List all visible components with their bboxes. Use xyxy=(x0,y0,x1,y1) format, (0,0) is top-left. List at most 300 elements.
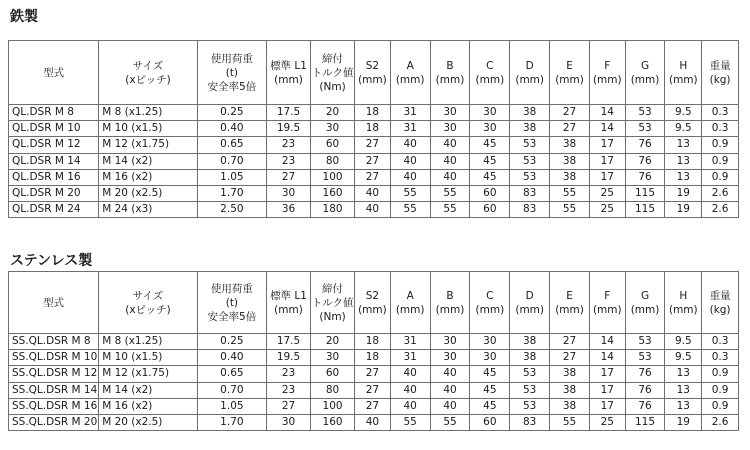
table-cell: 2.6 xyxy=(702,202,739,218)
table-cell: 60 xyxy=(311,137,355,153)
column-header-line: C xyxy=(486,289,494,302)
column-header-line: S2 xyxy=(365,289,380,302)
table-row xyxy=(9,414,739,430)
table-cell: M 20 (x2.5) xyxy=(99,185,198,201)
table-row xyxy=(9,105,739,121)
column-header-line: G xyxy=(640,59,650,72)
table-cell: 1.70 xyxy=(197,185,266,201)
table-cell: 60 xyxy=(470,414,510,430)
column-header-line: (Nm) xyxy=(319,310,346,323)
table-cell: 13 xyxy=(665,366,702,382)
table-cell: 30 xyxy=(470,121,510,137)
column-header-line: S2 xyxy=(365,59,380,72)
table-cell: M 16 (x2) xyxy=(99,398,198,414)
table-cell: 18 xyxy=(355,105,391,121)
table-cell: 23 xyxy=(266,382,310,398)
column-header-line: 安全率5倍 xyxy=(207,80,257,93)
table-cell: 40 xyxy=(390,382,430,398)
table-cell: 18 xyxy=(355,350,391,366)
table-cell: 0.25 xyxy=(197,105,266,121)
column-header xyxy=(589,272,625,334)
table-row xyxy=(9,398,739,414)
table-cell: 27 xyxy=(550,105,590,121)
column-header xyxy=(390,41,430,105)
table-cell: 2.6 xyxy=(702,414,739,430)
table-cell: 53 xyxy=(510,137,550,153)
column-header xyxy=(470,41,510,105)
table-cell: 13 xyxy=(665,382,702,398)
column-header-line: B xyxy=(446,289,454,302)
table-cell: 55 xyxy=(550,202,590,218)
column-header xyxy=(9,41,99,105)
column-header-line: 重量 xyxy=(709,289,731,302)
table-cell: M 10 (x1.5) xyxy=(99,350,198,366)
column-header-line: (mm) xyxy=(395,303,425,316)
table-cell: 23 xyxy=(266,366,310,382)
table-cell: 45 xyxy=(470,153,510,169)
table-cell: 38 xyxy=(550,169,590,185)
column-header-line: 使用荷重 xyxy=(210,282,253,295)
column-header-line: 安全率5倍 xyxy=(207,310,257,323)
table-cell: 17 xyxy=(589,137,625,153)
column-header-line: (mm) xyxy=(274,73,303,86)
column-header-line: (kg) xyxy=(709,73,731,86)
table-cell: 53 xyxy=(625,350,665,366)
table-cell: 27 xyxy=(550,334,590,350)
table-cell: 38 xyxy=(550,398,590,414)
table-cell: 27 xyxy=(355,398,391,414)
table-cell: 27 xyxy=(355,153,391,169)
table-cell: 27 xyxy=(266,169,310,185)
column-header-line: (mm) xyxy=(555,73,584,86)
column-header xyxy=(702,41,739,105)
table-cell: 30 xyxy=(266,185,310,201)
table-cell: 55 xyxy=(430,414,470,430)
column-header xyxy=(470,272,510,334)
table-cell: 38 xyxy=(550,382,590,398)
column-header-line: (mm) xyxy=(592,303,622,316)
table-cell: 19 xyxy=(665,185,702,201)
table-cell: 80 xyxy=(311,382,355,398)
column-header xyxy=(197,41,266,105)
table-cell: 40 xyxy=(430,169,470,185)
table-cell: 9.5 xyxy=(665,334,702,350)
column-header-line: トルク値 xyxy=(311,296,354,309)
table-cell: 53 xyxy=(510,153,550,169)
column-header-line: 使用荷重 xyxy=(210,52,253,65)
table-cell: 38 xyxy=(550,153,590,169)
table-cell: 19.5 xyxy=(266,121,310,137)
column-header-line: サイズ xyxy=(132,59,164,72)
table-cell: 40 xyxy=(390,366,430,382)
table-cell: M 14 (x2) xyxy=(99,153,198,169)
table-cell: 0.3 xyxy=(702,121,739,137)
table-cell: 38 xyxy=(510,121,550,137)
table-cell: 23 xyxy=(266,137,310,153)
column-header xyxy=(510,41,550,105)
column-header xyxy=(430,41,470,105)
table-cell: 17 xyxy=(589,366,625,382)
table-cell: 2.6 xyxy=(702,185,739,201)
table-cell: 76 xyxy=(625,398,665,414)
table-cell: 19 xyxy=(665,202,702,218)
table-cell: 14 xyxy=(589,334,625,350)
table-cell: 13 xyxy=(665,137,702,153)
column-header-line: (mm) xyxy=(358,73,387,86)
table-cell: 14 xyxy=(589,350,625,366)
column-header-line: サイズ xyxy=(132,289,164,302)
column-header-line: F xyxy=(604,289,611,302)
column-header xyxy=(99,272,198,334)
column-header-line: (mm) xyxy=(358,303,387,316)
table-cell: 0.65 xyxy=(197,137,266,153)
table-cell: 40 xyxy=(355,185,391,201)
table-cell: 27 xyxy=(355,137,391,153)
table-cell: 38 xyxy=(510,350,550,366)
table-cell: 18 xyxy=(355,334,391,350)
table-cell: 1.05 xyxy=(197,398,266,414)
column-header-line: (mm) xyxy=(592,73,622,86)
spec-table-iron xyxy=(8,40,739,218)
table-row xyxy=(9,334,739,350)
table-cell: 25 xyxy=(589,414,625,430)
table-cell: 23 xyxy=(266,153,310,169)
table-cell: SS.QL.DSR M 10 xyxy=(9,350,99,366)
table-cell: 100 xyxy=(311,398,355,414)
table-cell: 115 xyxy=(625,414,665,430)
table-cell: QL.DSR M 8 xyxy=(9,105,99,121)
column-header-line: 型式 xyxy=(43,66,65,79)
table-row xyxy=(9,350,739,366)
column-header-line: H xyxy=(679,59,688,72)
table-cell: 55 xyxy=(390,202,430,218)
table-cell: 53 xyxy=(625,121,665,137)
table-cell: 30 xyxy=(470,334,510,350)
table-cell: 38 xyxy=(510,334,550,350)
column-header xyxy=(197,272,266,334)
table-cell: 30 xyxy=(430,105,470,121)
column-header xyxy=(430,272,470,334)
table-cell: 45 xyxy=(470,382,510,398)
table-row xyxy=(9,153,739,169)
table-cell: 36 xyxy=(266,202,310,218)
column-header-line: G xyxy=(640,289,650,302)
table-cell: 53 xyxy=(510,169,550,185)
column-header xyxy=(702,272,739,334)
column-header-line: (mm) xyxy=(395,73,425,86)
table-cell: 25 xyxy=(589,185,625,201)
column-header-line: (mm) xyxy=(475,73,505,86)
column-header-line: (mm) xyxy=(668,303,698,316)
table-cell: 83 xyxy=(510,414,550,430)
column-header-line: (kg) xyxy=(709,303,731,316)
table-cell: 55 xyxy=(550,414,590,430)
column-header-line: (mm) xyxy=(435,303,465,316)
column-header-line: D xyxy=(525,289,534,302)
table-cell: QL.DSR M 14 xyxy=(9,153,99,169)
table-cell: 14 xyxy=(589,121,625,137)
table-cell: 40 xyxy=(390,169,430,185)
column-header-line: H xyxy=(679,289,688,302)
table-cell: M 8 (x1.25) xyxy=(99,105,198,121)
table-cell: 19 xyxy=(665,414,702,430)
table-cell: 27 xyxy=(355,366,391,382)
table-cell: M 14 (x2) xyxy=(99,382,198,398)
table-cell: 0.40 xyxy=(197,121,266,137)
section-title-iron: 鉄製 xyxy=(10,9,38,25)
spec-table-stainless xyxy=(8,271,739,431)
table-cell: 18 xyxy=(355,121,391,137)
table-cell: M 8 (x1.25) xyxy=(99,334,198,350)
column-header-line: (xピッチ) xyxy=(125,73,171,86)
table-cell: QL.DSR M 10 xyxy=(9,121,99,137)
table-cell: 0.3 xyxy=(702,350,739,366)
table-cell: M 12 (x1.75) xyxy=(99,366,198,382)
column-header-line: (Nm) xyxy=(319,80,346,93)
table-row xyxy=(9,202,739,218)
table-cell: QL.DSR M 20 xyxy=(9,185,99,201)
table-cell: 55 xyxy=(390,414,430,430)
table-cell: 115 xyxy=(625,185,665,201)
table-cell: 20 xyxy=(311,334,355,350)
table-cell: 40 xyxy=(355,414,391,430)
column-header xyxy=(550,41,590,105)
table-cell: 60 xyxy=(311,366,355,382)
table-cell: 40 xyxy=(390,153,430,169)
table-cell: 30 xyxy=(266,414,310,430)
column-header xyxy=(625,272,665,334)
table-cell: 13 xyxy=(665,169,702,185)
table-cell: 0.65 xyxy=(197,366,266,382)
column-header-line: (t) xyxy=(225,296,239,309)
table-row xyxy=(9,137,739,153)
table-cell: 27 xyxy=(355,169,391,185)
table-cell: 0.3 xyxy=(702,334,739,350)
table-cell: 17 xyxy=(589,169,625,185)
column-header-line: A xyxy=(406,59,414,72)
table-cell: 9.5 xyxy=(665,105,702,121)
table-cell: 115 xyxy=(625,202,665,218)
table-cell: 30 xyxy=(311,350,355,366)
table-cell: 40 xyxy=(355,202,391,218)
column-header xyxy=(355,41,391,105)
table-cell: 0.40 xyxy=(197,350,266,366)
table-cell: 45 xyxy=(470,137,510,153)
table-cell: 30 xyxy=(470,350,510,366)
table-cell: 53 xyxy=(510,398,550,414)
table-cell: 17 xyxy=(589,382,625,398)
table-cell: 30 xyxy=(430,334,470,350)
table-row xyxy=(9,366,739,382)
table-cell: 40 xyxy=(430,382,470,398)
table-cell: 38 xyxy=(510,105,550,121)
column-header-line: C xyxy=(486,59,494,72)
table-cell: 27 xyxy=(266,398,310,414)
table-row xyxy=(9,382,739,398)
column-header xyxy=(311,41,355,105)
table-cell: 9.5 xyxy=(665,121,702,137)
column-header-line: (mm) xyxy=(274,303,303,316)
table-cell: QL.DSR M 24 xyxy=(9,202,99,218)
column-header-line: (mm) xyxy=(630,73,660,86)
table-cell: 31 xyxy=(390,121,430,137)
table-cell: 0.9 xyxy=(702,153,739,169)
table-cell: 45 xyxy=(470,398,510,414)
table-cell: 31 xyxy=(390,334,430,350)
column-header xyxy=(355,272,391,334)
column-header xyxy=(625,41,665,105)
table-cell: M 10 (x1.5) xyxy=(99,121,198,137)
column-header xyxy=(9,272,99,334)
column-header-line: (mm) xyxy=(515,303,545,316)
table-cell: 0.9 xyxy=(702,398,739,414)
column-header-line: (xピッチ) xyxy=(125,303,171,316)
table-cell: 180 xyxy=(311,202,355,218)
table-cell: 17 xyxy=(589,153,625,169)
table-cell: 13 xyxy=(665,153,702,169)
table-cell: 55 xyxy=(430,185,470,201)
table-cell: 20 xyxy=(311,105,355,121)
column-header-line: 型式 xyxy=(43,296,65,309)
table-cell: 55 xyxy=(550,185,590,201)
section-title-stainless: ステンレス製 xyxy=(10,253,93,269)
table-cell: 55 xyxy=(390,185,430,201)
table-cell: 38 xyxy=(550,366,590,382)
table-cell: 19.5 xyxy=(266,350,310,366)
table-cell: 60 xyxy=(470,202,510,218)
table-cell: M 16 (x2) xyxy=(99,169,198,185)
table-row xyxy=(9,169,739,185)
column-header-line: (mm) xyxy=(475,303,505,316)
column-header-line: B xyxy=(446,59,454,72)
table-cell: 0.9 xyxy=(702,382,739,398)
table-cell: SS.QL.DSR M 16 xyxy=(9,398,99,414)
table-cell: 31 xyxy=(390,350,430,366)
table-cell: SS.QL.DSR M 14 xyxy=(9,382,99,398)
table-cell: 40 xyxy=(430,398,470,414)
column-header-line: (mm) xyxy=(435,73,465,86)
column-header-line: E xyxy=(566,289,573,302)
table-cell: 76 xyxy=(625,137,665,153)
table-cell: 76 xyxy=(625,169,665,185)
table-cell: 45 xyxy=(470,366,510,382)
table-cell: 27 xyxy=(550,121,590,137)
table-cell: QL.DSR M 12 xyxy=(9,137,99,153)
column-header xyxy=(266,272,310,334)
table-cell: QL.DSR M 16 xyxy=(9,169,99,185)
table-cell: 40 xyxy=(430,366,470,382)
table-cell: 40 xyxy=(430,153,470,169)
table-cell: 2.50 xyxy=(197,202,266,218)
table-cell: 0.9 xyxy=(702,169,739,185)
column-header-line: トルク値 xyxy=(311,66,354,79)
table-cell: 13 xyxy=(665,398,702,414)
table-cell: 14 xyxy=(589,105,625,121)
table-cell: M 20 (x2.5) xyxy=(99,414,198,430)
table-cell: 76 xyxy=(625,153,665,169)
table-cell: 40 xyxy=(390,398,430,414)
column-header-line: (mm) xyxy=(515,73,545,86)
table-cell: 30 xyxy=(430,121,470,137)
table-cell: 53 xyxy=(625,105,665,121)
table-cell: SS.QL.DSR M 20 xyxy=(9,414,99,430)
table-cell: 38 xyxy=(550,137,590,153)
table-cell: 60 xyxy=(470,185,510,201)
table-cell: 9.5 xyxy=(665,350,702,366)
table-cell: 55 xyxy=(430,202,470,218)
column-header-line: (mm) xyxy=(668,73,698,86)
table-cell: 27 xyxy=(550,350,590,366)
table-cell: 83 xyxy=(510,202,550,218)
column-header-line: E xyxy=(566,59,573,72)
table-cell: 83 xyxy=(510,185,550,201)
table-cell: 0.70 xyxy=(197,153,266,169)
table-cell: 1.70 xyxy=(197,414,266,430)
table-cell: 53 xyxy=(625,334,665,350)
column-header-line: 締付 xyxy=(322,282,344,295)
table-cell: 17 xyxy=(589,398,625,414)
table-cell: 160 xyxy=(311,414,355,430)
column-header-line: 標準 L1 xyxy=(270,289,307,302)
column-header xyxy=(510,272,550,334)
header-row xyxy=(9,272,739,334)
table-cell: 30 xyxy=(430,350,470,366)
column-header xyxy=(550,272,590,334)
table-cell: 31 xyxy=(390,105,430,121)
table-cell: 30 xyxy=(470,105,510,121)
table-cell: 160 xyxy=(311,185,355,201)
column-header-line: (mm) xyxy=(555,303,584,316)
table-cell: 100 xyxy=(311,169,355,185)
table-cell: 76 xyxy=(625,366,665,382)
table-cell: M 12 (x1.75) xyxy=(99,137,198,153)
column-header xyxy=(589,41,625,105)
column-header xyxy=(99,41,198,105)
table-cell: 17.5 xyxy=(266,105,310,121)
table-cell: M 24 (x3) xyxy=(99,202,198,218)
column-header-line: (mm) xyxy=(630,303,660,316)
table-cell: 27 xyxy=(355,382,391,398)
table-cell: 30 xyxy=(311,121,355,137)
table-cell: 0.9 xyxy=(702,366,739,382)
table-cell: 0.9 xyxy=(702,137,739,153)
table-cell: 25 xyxy=(589,202,625,218)
table-row xyxy=(9,121,739,137)
column-header-line: D xyxy=(525,59,534,72)
column-header-line: (t) xyxy=(225,66,239,79)
column-header-line: 重量 xyxy=(709,59,731,72)
column-header-line: 標準 L1 xyxy=(270,59,307,72)
table-cell: 0.3 xyxy=(702,105,739,121)
table-cell: 45 xyxy=(470,169,510,185)
column-header-line: 締付 xyxy=(322,52,344,65)
header-row xyxy=(9,41,739,105)
table-cell: 53 xyxy=(510,366,550,382)
column-header xyxy=(390,272,430,334)
table-cell: 17.5 xyxy=(266,334,310,350)
table-cell: 40 xyxy=(430,137,470,153)
column-header xyxy=(665,272,702,334)
column-header xyxy=(665,41,702,105)
table-cell: SS.QL.DSR M 8 xyxy=(9,334,99,350)
table-cell: 0.70 xyxy=(197,382,266,398)
column-header-line: A xyxy=(406,289,414,302)
column-header xyxy=(311,272,355,334)
table-cell: 1.05 xyxy=(197,169,266,185)
column-header xyxy=(266,41,310,105)
table-cell: 40 xyxy=(390,137,430,153)
table-cell: 80 xyxy=(311,153,355,169)
